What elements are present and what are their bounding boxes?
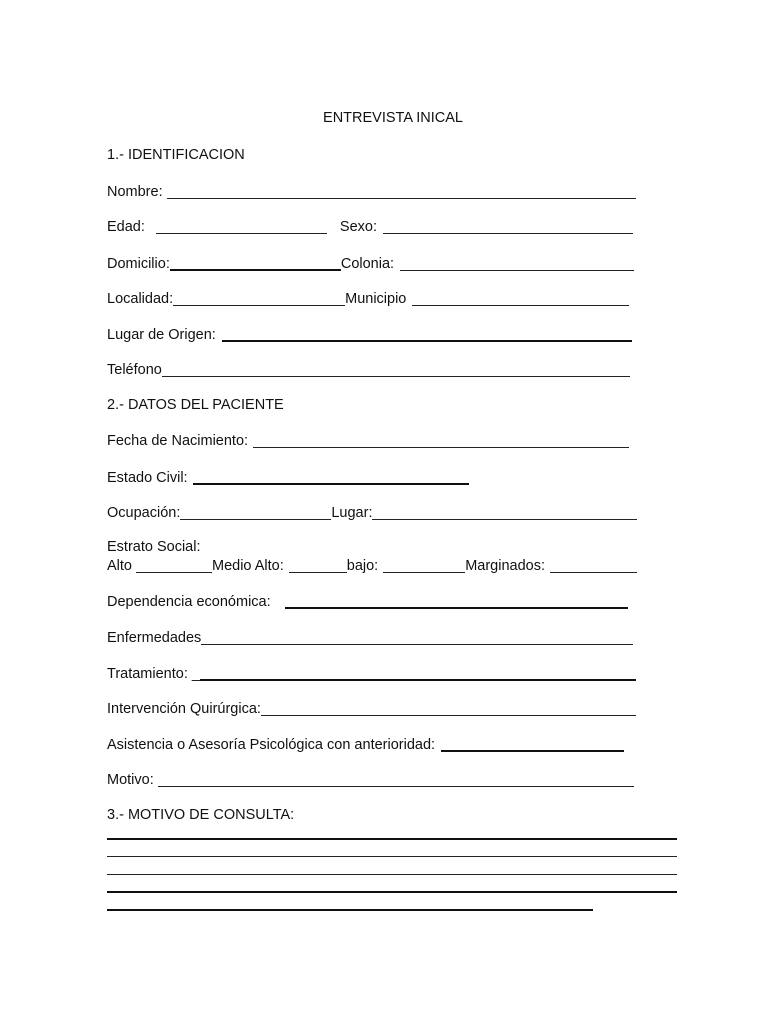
bajo-field[interactable]: [383, 571, 465, 573]
localidad-field[interactable]: [173, 304, 345, 306]
lugar-field[interactable]: [372, 518, 637, 520]
section-identificacion: 1.- IDENTIFICACION: [107, 147, 245, 163]
telefono-field[interactable]: [162, 375, 630, 377]
asistencia-label: Asistencia o Asesoría Psicológica con anterioridad:: [107, 737, 436, 753]
domicilio-field[interactable]: [170, 268, 341, 271]
localidad-label: Localidad:: [107, 291, 174, 307]
intervencion-row: [107, 698, 636, 718]
lugar-origen-label: Lugar de Origen:: [107, 327, 216, 343]
section-motivo-consulta: 3.- MOTIVO DE CONSULTA:: [107, 807, 295, 823]
ocupacion-label: Ocupación:: [107, 505, 181, 521]
estrato-social-label: Estrato Social:: [107, 539, 201, 555]
motivo-row: [107, 769, 634, 789]
colonia-label: Colonia:: [340, 256, 395, 272]
nombre-row: [107, 181, 636, 201]
fecha-nacimiento-label: Fecha de Nacimiento:: [107, 433, 249, 449]
edad-sexo-row: [107, 216, 633, 236]
colonia-field[interactable]: [400, 269, 634, 271]
medio-alto-field[interactable]: [289, 571, 347, 573]
dependencia-row: [107, 591, 628, 611]
sexo-field[interactable]: [383, 232, 633, 234]
lugar-origen-field[interactable]: [222, 339, 632, 342]
consulta-line-3[interactable]: [107, 874, 677, 875]
localidad-municipio-row: [107, 288, 629, 308]
tratamiento-field[interactable]: [200, 678, 636, 681]
consulta-line-4[interactable]: [107, 891, 677, 893]
motivo-field[interactable]: [158, 785, 634, 787]
estado-civil-field[interactable]: [193, 482, 469, 485]
dependencia-label: Dependencia económica:: [107, 594, 271, 610]
tratamiento-row: [107, 663, 636, 683]
nombre-label: Nombre:: [107, 184, 163, 200]
tratamiento-label: Tratamiento: _: [107, 666, 200, 682]
lugar-origen-row: [107, 324, 632, 344]
estrato-social-row: [107, 555, 637, 575]
enfermedades-field[interactable]: [201, 643, 633, 645]
edad-label: Edad:: [107, 219, 145, 235]
marginados-field[interactable]: [550, 571, 637, 573]
enfermedades-row: [107, 627, 633, 647]
intervencion-label: Intervención Quirúrgica:: [107, 701, 261, 717]
telefono-label: Teléfono: [107, 362, 162, 378]
fecha-nacimiento-field[interactable]: [253, 446, 629, 448]
estado-civil-label: Estado Civil:: [107, 470, 188, 486]
fecha-nacimiento-row: [107, 430, 629, 450]
consulta-line-2[interactable]: [107, 856, 677, 857]
section-datos-paciente: 2.- DATOS DEL PACIENTE: [107, 397, 284, 413]
telefono-row: [107, 359, 630, 379]
intervencion-field[interactable]: [261, 714, 636, 716]
municipio-label: Municipio: [345, 291, 407, 307]
motivo-label: Motivo:: [107, 772, 154, 788]
asistencia-row: [107, 734, 624, 754]
medio-alto-label: Medio Alto:: [212, 558, 284, 574]
nombre-field[interactable]: [167, 197, 636, 199]
asistencia-field[interactable]: [441, 749, 624, 752]
alto-label: Alto: [107, 558, 132, 574]
domicilio-colonia-row: [107, 253, 634, 273]
sexo-label: Sexo:: [339, 219, 377, 235]
ocupacion-field[interactable]: [180, 518, 331, 520]
ocupacion-lugar-row: [107, 502, 637, 522]
alto-field[interactable]: [136, 571, 212, 573]
document-title: ENTREVISTA INICAL: [323, 110, 463, 126]
edad-field[interactable]: [156, 232, 327, 234]
domicilio-label: Domicilio:: [107, 256, 170, 272]
consulta-line-1[interactable]: [107, 838, 677, 840]
estado-civil-row: [107, 467, 469, 487]
enfermedades-label: Enfermedades: [107, 630, 202, 646]
marginados-label: Marginados:: [465, 558, 545, 574]
dependencia-field[interactable]: [285, 606, 628, 609]
municipio-field[interactable]: [412, 304, 629, 306]
consulta-line-5[interactable]: [107, 909, 593, 911]
bajo-label: bajo:: [346, 558, 379, 574]
lugar-label: Lugar:: [331, 505, 373, 521]
